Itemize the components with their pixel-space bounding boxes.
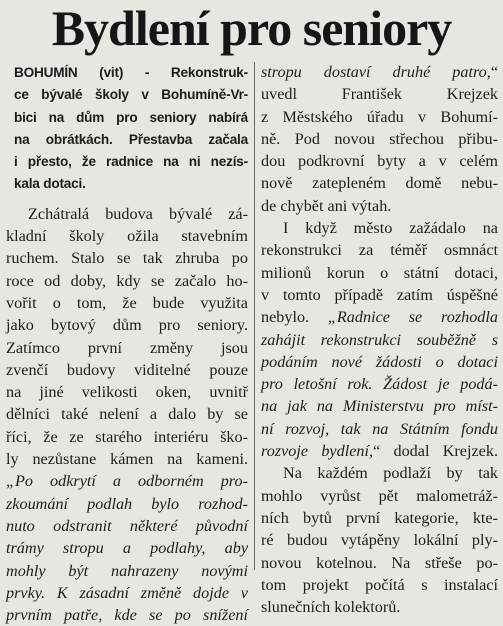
body-line: roce od doby, kdy se začalo ho- bbox=[6, 271, 248, 290]
column-divider bbox=[254, 62, 255, 570]
right-column bbox=[261, 61, 498, 618]
body-line: ré budou vytápěny lokální ply- bbox=[261, 531, 498, 550]
quote-line: ní rozvoj, tak na Státním fondu bbox=[261, 419, 498, 438]
lead-line: kala dotaci. bbox=[14, 176, 86, 192]
lead-line: i přesto, že radnice na ni nezís- bbox=[14, 154, 248, 170]
body-line: mohlo vyrůst pět malometráž- bbox=[261, 486, 498, 505]
body-line: de chybět ani výtah. bbox=[261, 196, 392, 215]
body-line: z Městského úřadu v Bohumí- bbox=[261, 107, 498, 126]
body-line: v tomto případě zatím úspěšné bbox=[261, 285, 498, 304]
quote-line: nuto odstranit některé původní bbox=[6, 516, 248, 535]
body-line: ly nezůstane kámen na kameni. bbox=[6, 450, 248, 469]
body-line: na jiné velikosti oken, uvnitř bbox=[6, 383, 248, 402]
body-paragraph bbox=[261, 217, 498, 462]
body-line: Zchátralá budova bývalé zá- bbox=[28, 204, 248, 223]
body-line: kladní školy ožila stavebním bbox=[6, 227, 248, 246]
body-paragraph bbox=[261, 462, 498, 618]
body-line: rekonstrukci za téměř osmnáct bbox=[261, 241, 498, 260]
left-column bbox=[6, 62, 248, 626]
quote-line: „Po odkrytí a odborném pro- bbox=[6, 472, 248, 491]
quote-line: stropu dostaví druhé patro,“ bbox=[261, 63, 498, 81]
quote-line: zkoumání podlah bylo rozhod- bbox=[6, 494, 248, 513]
body-line: milionů korun o státní dotaci, bbox=[261, 263, 498, 282]
body-line: I když město zažádalo na bbox=[283, 219, 498, 238]
quote-line: prvním patře, kde se po snížení bbox=[6, 606, 248, 625]
body-line: dou podkrovní byty a v celém bbox=[261, 152, 498, 171]
body-line: ních bytů první kategorie, kte- bbox=[261, 508, 498, 527]
body-line: Zatímco první změny jsou bbox=[6, 338, 248, 357]
quote-line: pro letošní rok. Žádost je podá- bbox=[261, 375, 498, 394]
quote-line: trámy stropu a podlahy, aby bbox=[6, 539, 248, 558]
body-line: nově zatepleném domě nebu- bbox=[261, 174, 498, 193]
body-line: tom projekt počítá s instalací bbox=[261, 575, 498, 594]
body-line: uvedl František Krejzek bbox=[261, 85, 498, 104]
body-paragraph bbox=[6, 203, 248, 626]
body-line: říci, že ze starého interiéru ško- bbox=[6, 427, 248, 446]
body-line: dělníci také nelení a dalo by se bbox=[6, 405, 248, 424]
quote-line: rozvoje bydlení,“ dodal Krejzek. bbox=[261, 442, 499, 461]
lead-line: bici na dům pro seniory nabírá bbox=[14, 109, 248, 125]
quote-line: mohly být nahrazeny novými bbox=[6, 561, 248, 580]
lead-line: na obrátkách. Přestavba začala bbox=[14, 131, 248, 147]
quote-line: zahájit rekonstrukci souběžně s bbox=[261, 330, 498, 349]
quote-line: podáním nové žádosti o dotaci bbox=[261, 352, 498, 371]
body-line: vořit o tom, že bude využita bbox=[6, 293, 248, 312]
lead-paragraph bbox=[14, 62, 248, 196]
body-line: Na každém podlaží by tak bbox=[283, 464, 498, 483]
body-line: ně. Pod novou střechou přibu- bbox=[261, 129, 498, 148]
body-line: jako bytový dům pro seniory. bbox=[6, 316, 248, 335]
headline: Bydlení pro seniory bbox=[51, 0, 452, 56]
quote-line: na jak na Ministerstvu pro míst- bbox=[261, 397, 498, 416]
body-line: slunečních kolektorů. bbox=[261, 598, 401, 617]
body-line: nebylo. „Radnice se rozhodla bbox=[261, 308, 498, 327]
lead-line: BOHUMÍN (vit) - Rekonstruk- bbox=[14, 65, 248, 80]
quote-line: prvky. K zásadní změně dojde v bbox=[6, 583, 248, 602]
body-line: novou kotelnou. Na střeše po- bbox=[261, 553, 498, 572]
body-line: zvenčí budovy viditelné pouze bbox=[6, 360, 248, 379]
lead-line: ce bývalé školy v Bohumíně-Vr- bbox=[14, 87, 248, 103]
body-paragraph bbox=[261, 61, 498, 217]
body-line: ruchem. Stalo se tak zhruba po bbox=[6, 249, 248, 268]
